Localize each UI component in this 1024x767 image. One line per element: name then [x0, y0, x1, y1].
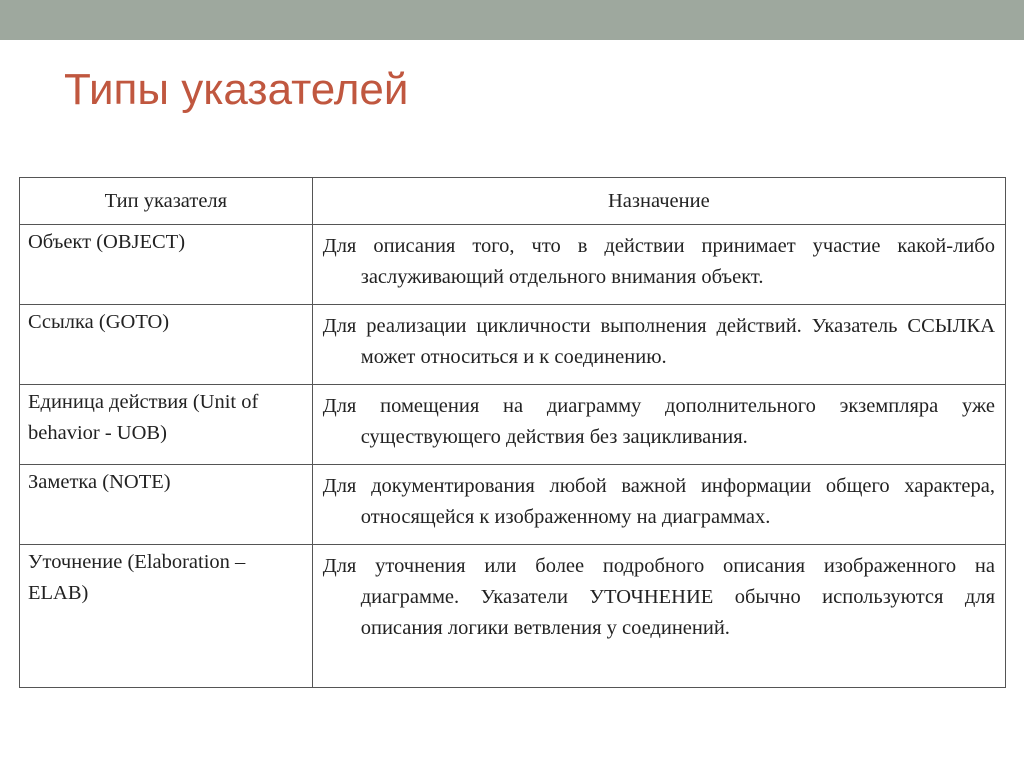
pointer-type-cell: Единица действия (Unit of behavior - UOB)	[20, 385, 313, 465]
purpose-text: Для уточнения или более подробного описания изображенного на диаграмме. Указатели УТОЧНЕНИЕ обычно используются для описания логики ветвления у соединений.	[322, 555, 995, 639]
table-row	[20, 465, 1006, 545]
table-row	[20, 545, 1006, 688]
purpose-text: Для реализации цикличности выполнения действий. Указатель ССЫЛКА может относиться и к соединению.	[322, 315, 995, 368]
pointer-type-cell: Уточнение (Elaboration – ELAB)	[20, 545, 313, 688]
purpose-cell	[312, 385, 1005, 465]
pointer-type-cell: Ссылка (GOTO)	[20, 305, 313, 385]
table-header-row	[20, 178, 1006, 225]
purpose-text: Для помещения на диаграмму дополнительного экземпляра уже существующего действия без зацикливания.	[322, 395, 995, 448]
pointer-type-cell: Заметка (NOTE)	[20, 465, 313, 545]
pointer-type-cell: Объект (OBJECT)	[20, 225, 313, 305]
table-row	[20, 305, 1006, 385]
purpose-cell	[312, 225, 1005, 305]
table-row	[20, 225, 1006, 305]
purpose-text: Для описания того, что в действии принимает участие какой-либо заслуживающий отдельного внимания объект.	[322, 235, 995, 288]
purpose-text: Для документирования любой важной информации общего характера, относящейся к изображенному на диаграммах.	[322, 475, 995, 528]
header-pointer-type: Тип указателя	[20, 178, 313, 225]
purpose-cell	[312, 545, 1005, 688]
table-row	[20, 385, 1006, 465]
slide-title: Типы указателей	[64, 65, 409, 114]
purpose-cell	[312, 465, 1005, 545]
top-band	[0, 0, 1024, 40]
header-purpose: Назначение	[312, 178, 1005, 225]
purpose-cell	[312, 305, 1005, 385]
pointer-types-table	[19, 177, 1006, 688]
